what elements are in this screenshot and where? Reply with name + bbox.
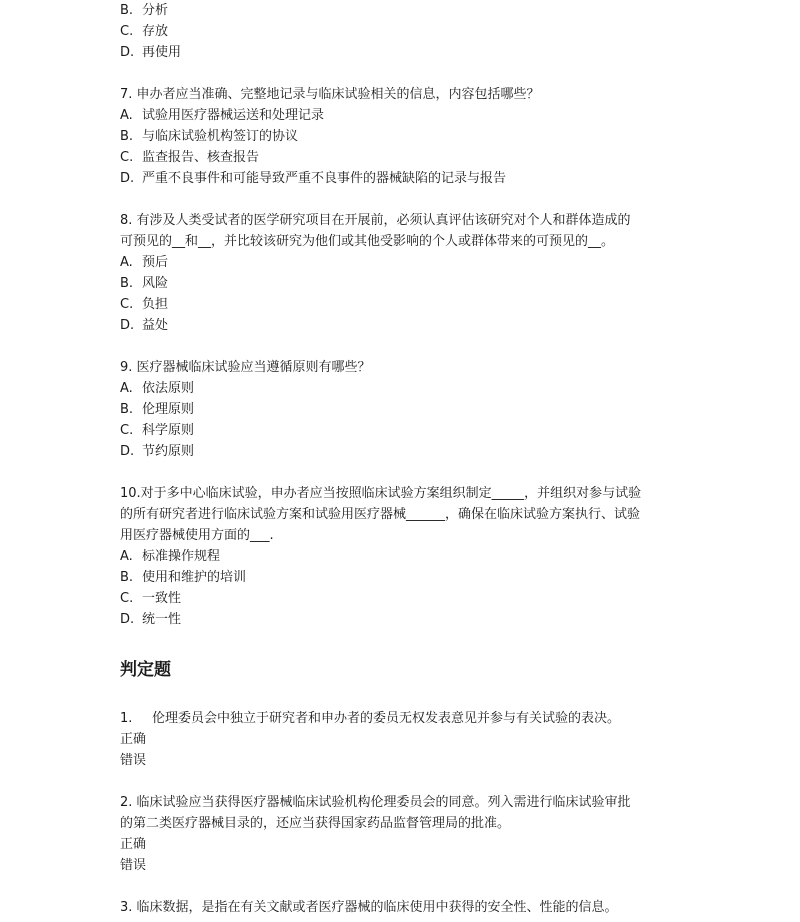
- option-item: A. 依法原则: [120, 381, 195, 396]
- option-item: D. 节约原则: [120, 444, 195, 459]
- question-stem: 可预见的__和__，并比较该研究为他们或其他受影响的个人或群体带来的可预见的__。: [120, 234, 615, 249]
- question-7: [120, 84, 690, 189]
- option-item: D. 严重不良事件和可能导致严重不良事件的器械缺陷的记录与报告: [120, 171, 507, 186]
- question-stem: 1. 伦理委员会中独立于研究者和申办者的委员无权发表意见并参与有关试验的表决。: [120, 711, 621, 726]
- question-stem: 的所有研究者进行临床试验方案和试验用医疗器械______，确保在临床试验方案执行、试验: [120, 507, 641, 522]
- document-page: [120, 0, 690, 918]
- question-stem: 2. 临床试验应当获得医疗器械临床试验机构伦理委员会的同意。列入需进行临床试验审批: [120, 795, 631, 810]
- option-item: C. 存放: [120, 24, 169, 39]
- option-item: B. 分析: [120, 3, 169, 18]
- option-item: B. 使用和维护的培训: [120, 570, 247, 585]
- question-stem: 9. 医疗器械临床试验应当遵循原则有哪些？: [120, 360, 371, 375]
- true-option: 正确: [120, 732, 147, 747]
- option-item: B. 与临床试验机构签订的协议: [120, 129, 299, 144]
- option-item: D. 再使用: [120, 45, 182, 60]
- option-item: D. 益处: [120, 318, 169, 333]
- previous-question-options: [120, 0, 690, 63]
- question-stem: 10.对于多中心临床试验，申办者应当按照临床试验方案组织制定_____，并组织对参与试验: [120, 486, 642, 501]
- section-title: 判定题: [120, 660, 171, 680]
- question-stem: 8. 有涉及人类受试者的医学研究项目在开展前，必须认真评估该研究对个人和群体造成的: [120, 213, 631, 228]
- question-stem: 用医疗器械使用方面的___.: [120, 528, 274, 543]
- option-item: D. 统一性: [120, 612, 182, 627]
- false-option: 错误: [120, 753, 147, 768]
- tf-question-1: [120, 708, 690, 771]
- option-item: A. 试验用医疗器械运送和处理记录: [120, 108, 325, 123]
- option-item: B. 风险: [120, 276, 169, 291]
- option-item: B. 伦理原则: [120, 402, 195, 417]
- option-item: C. 监查报告、核查报告: [120, 150, 260, 165]
- tf-question-2: [120, 792, 690, 876]
- option-item: A. 预后: [120, 255, 169, 270]
- question-10: [120, 483, 690, 630]
- question-stem: 3. 临床数据，是指在有关文献或者医疗器械的临床使用中获得的安全性、性能的信息。: [120, 900, 618, 915]
- option-item: C. 负担: [120, 297, 169, 312]
- question-stem: 7. 申办者应当准确、完整地记录与临床试验相关的信息，内容包括哪些？: [120, 87, 540, 102]
- question-stem: 的第二类医疗器械目录的，还应当获得国家药品监督管理局的批准。: [120, 816, 511, 831]
- question-8: [120, 210, 690, 336]
- tf-question-3: [120, 897, 690, 918]
- false-option: 错误: [120, 858, 147, 873]
- question-9: [120, 357, 690, 462]
- option-item: C. 科学原则: [120, 423, 195, 438]
- option-item: A. 标准操作规程: [120, 549, 221, 564]
- true-option: 正确: [120, 837, 147, 852]
- option-item: C. 一致性: [120, 591, 182, 606]
